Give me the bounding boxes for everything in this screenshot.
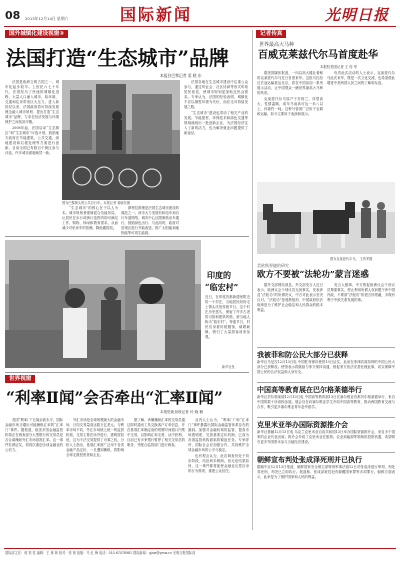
issue-date: 2013年12月14日 星期六 (25, 16, 69, 21)
photo-horses (257, 182, 395, 254)
headline-brief-1: 我被菲和防公民大部分已获释 (257, 350, 348, 359)
headline-france: 法国打造“生态城市”品牌 (6, 46, 230, 70)
paragraph: 发言人强调，中方敦促欧洲议会个别议员尊重事实，停止利用所谓人权问题干涉中国内政，不要被“法轮功”的谎言所蒙蔽，多做有利于中欧关系发展的事。 (327, 283, 395, 302)
byline-horses: 本报驻美国记者 王 传 军 (320, 65, 358, 69)
photo-paris-street-image (62, 80, 180, 200)
brief-1-body: 新华社马尼拉12月13日电 中国驻菲律宾使馆13日证实，此前在菲律宾被扣押的中国公民大部分已获释放。使馆表示将继续与菲方保持沟通，督促菲方依法妥善处理此事，切实保障中国公民的合法权益和人身安全。 (257, 360, 395, 374)
brief-3-body: 新华社基辅12月13日电 乌克兰克里米亚自治共和国13日举办国际资源推介会，来自多个国家的企业代表出席。推介会介绍了克里米亚在旅游、农业和能源等领域的投资机遇，希望吸引更多外国资本参与当地经济建设。 (257, 430, 395, 444)
paragraph: “生态城市”建设也带动了相关产业的发展。节能建材、环保技术和绿色交通等领域涌现出一批创新企业，为法国经济注入了新的活力，也为解决就业问题提供了新途径。 (184, 111, 248, 135)
horses-col2 (327, 71, 395, 179)
rate-col1 (5, 418, 63, 540)
paragraph: 据美国媒体报道，一向以高大健壮著称的克莱兹代尔马近日首度来华。这批马匹经过长途运输抵达北京，将在中国参加一系列展示活动，让中国观众一睹世界最高大马种的风采。 (257, 71, 323, 95)
rate-col4 (188, 418, 249, 540)
article-france-col2 (62, 206, 118, 232)
headline-india-village-1: 印度的 (207, 270, 231, 280)
headline-horses: 百威克莱兹代尔马首度赴华 (258, 50, 378, 61)
footer-rule (4, 548, 396, 549)
paragraph: 负责此次活动的人士表示，克莱兹代尔马此次来华，既是一次文化交流，也希望借此增进中美两国人民之间的了解和友谊。 (327, 71, 395, 85)
paragraph: 业内人士认为，“利率门”和“汇率门”事件暴露出国际金融监管体系存在的漏洞。加强对金融机构的监管、提高市场透明度、完善基准定价机制，已成为各国监管机构面临的紧迫任务。专家呼吁，国际社会应加强合作，共同维护全球金融市场的公平与稳定。 (188, 418, 249, 452)
paragraph: 克莱兹代尔马原产于苏格兰，体型高大，性情温顺，成年马肩高可达一米八以上，体重约一吨。这种马曾被广泛用于农耕和运输，如今主要用于表演和展示。 (257, 97, 323, 116)
section-rule (5, 372, 249, 373)
article-france-col4 (184, 80, 248, 232)
photo-caption-france: 图为巴黎街头的公共自行车。本报记者 姜晓东摄 (62, 201, 130, 205)
correspondent-tag: 记者传真 (256, 30, 286, 38)
paragraph: 外汇市场是全球规模最大的金融市场，日均交易量高达数万亿美元。与利率市场不同，外汇市场缺乏统一的监管机构，交易主要在场外进行，透明度较低，这为不法交易提供了可乘之机。分析人士指出，基准汇率被广泛用于各类金融产品定价，一旦遭到操纵，将影响全球无数投资者和企业。 (66, 418, 124, 457)
paragraph: “生态城市”的核心在于以人为本。城市规划者强调混合功能布局，让居民在步行或骑行范围内即可满足工作、购物、休闲和教育需求，从而减少对私家车的依赖，降低碳排放。 (62, 206, 118, 230)
brief-4-body: 据朝中社12月13日报道，朝鲜国家安全保卫部特别军事法庭12日对张成泽进行审判，判处其死刑，判决已立即执行。报道称，张成泽被控犯有颠覆国家罪等多项罪行。朝鲜方面表示，此举是为了维护国家和人民的利益。 (257, 465, 395, 479)
rate-col2 (66, 418, 124, 540)
page-number: 08 (5, 9, 21, 22)
headline-rate-scandal: “利率Ⅱ闻”会否牵出“汇率Ⅱ闻” (6, 388, 223, 407)
byline-rate-scandal: 本报驻新加坡记者 叶 晓 楠 (160, 410, 203, 414)
article-france-col3 (121, 206, 179, 235)
paragraph: 据了解，涉嫌操纵汇率的交易员通过即时通讯工具交换客户订单信息，并在基准汇率确定前的短暂时间窗口内集中交易，以影响汇率走势，从中获利。目前已有多家银行暂停了相关交易员的职务，并配合监管部门进行调查。 (127, 418, 185, 447)
photo-horses-image (257, 182, 395, 254)
brief-rule (257, 347, 395, 348)
article-france-col1 (5, 80, 59, 232)
brief-2-body: 新华社贝尔格莱德12月13日电 中国高等教育展13日在塞尔维亚首都贝尔格莱德举行，来自中国的数十所高校参展。展会旨在向塞尔维亚学生介绍中国高等教育，推动两国教育交流与合作，吸引更多塞尔维亚青年赴华留学。 (257, 395, 395, 409)
paragraph: 2008年起，法国启动“生态街区”和“生态城市”评选计划，鼓励地方政府在节能建筑、公共交通、绿地建设和垃圾处理等方面进行创新。目前全国已有数百个街区参与评选，许多城市面貌焕然一新。 (5, 126, 59, 155)
headline-brief-2: 中国高等教育展在巴尔格莱德举行 (257, 385, 362, 394)
byline-france: 本报驻巴黎记者 姜 晓 东 (160, 73, 202, 78)
india-village-body: 近日，在印度首都新德里附近的一个村庄，当地居民纷纷走上街头庆祝传统节日。这个村庄历史悠久，保留了许多古老的习俗和建筑风格，被当地人称为“临宏村”。每逢节日，村民们身着传统服饰，载歌载舞，吸引了大量游客前来参观。 (205, 295, 250, 339)
paragraph: 据外交部网站消息，外交部发言人近日表示，欧洲议会个别议员无视事实，发表涉及“法轮功”的所谓决议，中方对此表示坚决反对。“法轮功”是邪教组织，中国政府依法取缔是为了维护社会稳定和人民群众的根本利益。 (257, 283, 323, 312)
masthead-rule (4, 26, 396, 27)
brief-rule (257, 417, 395, 418)
series-tag: 国外城镇化建设视窗③ (5, 30, 68, 38)
newspaper-logo: 光明日报 (325, 6, 390, 24)
photo-paris-street (62, 80, 180, 200)
section-rule (5, 236, 249, 237)
headline-india-village-2: “临宏村” (205, 282, 239, 292)
footer-credits: 国际部主任：蒋 铁 柱 编辑：王 林 林 校对：张 骞 组版：马 红 梅 电话：010-67078981 国际新闻：gjxw@gmw.cn 光明日报国际部 (5, 551, 196, 555)
photo-caption-horses: 图为克莱兹代尔马。 王传军摄 (330, 257, 373, 261)
horses-col1 (257, 71, 323, 179)
world-window-tag: 世界视窗 (5, 375, 35, 383)
headline-brief-4: 朝鲜宣布判处张成泽死刑并已执行 (257, 455, 362, 464)
europe-col2 (327, 283, 395, 345)
paragraph: 法国是欧洲文明古国之一，城市化起步较早。上世纪六七十年代，法国经历了快速的城镇化进程，大量人口涌入城市，给环境、交通和住房带来巨大压力。进入新世纪以来，法国政府将可持续发展理念融入城市规划，提出打造“生态城市”品牌，力求在经济发展与环境保护之间找到平衡。 (5, 80, 59, 124)
section-title: 国际新闻 (120, 5, 193, 24)
brief-rule (257, 452, 395, 453)
india-village-credit: 新华社发 (222, 365, 235, 369)
headline-brief-3: 克里米亚举办国际资源推介会 (257, 420, 348, 429)
rate-col3 (127, 418, 185, 540)
europe-pre: 美欧秋智捷的研究 (257, 263, 289, 268)
paragraph: 法国各地在生态城市建设中注重公众参与，通过听证会、社区协商等形式听取居民意见，使城市规划更加贴近民众需求。专家认为，法国的经验表明，城镇化不应以牺牲环境为代价，而应走可持续发展之路。 (184, 80, 248, 109)
paragraph: 英国“利率门”丑闻余波未平，国际金融市场又曝出可能操纵汇率的“汇率门”事件。据报道，欧美多国金融监管机构正在调查部分大型银行的交易员是否合谋操纵外汇市场基准汇率。这一事件若被证实，将再次重创全球金融业的公信力。 (5, 418, 63, 452)
paragraph: 也有观点认为，此次调查仍处于初步阶段，结论尚未明朗。但无论结果如何，这一事件都将促使金融业反思自身的行为准则，重建公众信任。 (188, 454, 249, 473)
headline-europe: 欧方不要被“法轮功”蒙言迷惑 (257, 270, 369, 280)
paragraph: 斯特拉斯堡是法国生态城市建设的典范之一。该市大力发展有轨电车和自行车道网络，城市中心区限制机动车通行，鼓励绿色出行。与此同时，政府对旧城区进行节能改造，推广太阳能和地热能等可再生能源。 (121, 206, 179, 235)
brief-rule (257, 382, 395, 383)
europe-col1 (257, 283, 323, 345)
photo-india-village-image (5, 240, 201, 368)
photo-india-village (5, 240, 201, 368)
kicker-horses: 世界最高大马种 (259, 42, 295, 48)
column-divider (252, 30, 253, 530)
